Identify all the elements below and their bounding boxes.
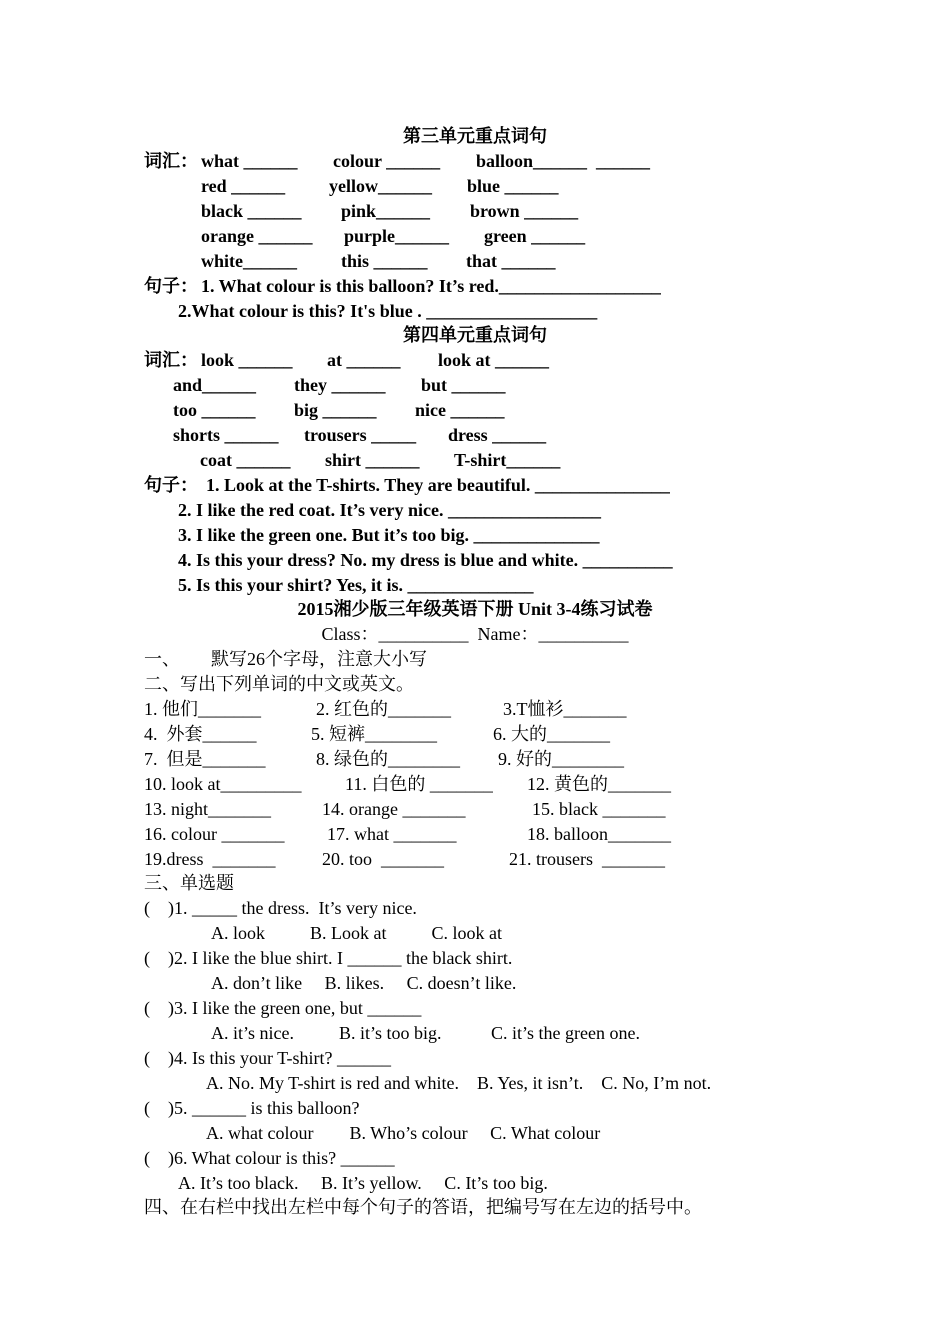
- word-item: 7. 但是_______: [144, 749, 266, 769]
- part3-heading: 三、单选题: [144, 873, 234, 893]
- sentence-item: 5. Is this your shirt? Yes, it is. ______________: [178, 575, 534, 595]
- vocab-item: they ______: [294, 375, 386, 395]
- sentence-item: 2.What colour is this? It's blue . ___________________: [178, 301, 598, 321]
- vocab-item: that ______: [466, 251, 556, 271]
- question-stem: ( )3. I like the green one, but ______: [144, 998, 422, 1018]
- question-options: A. No. My T-shirt is red and white. B. Yes, it isn’t. C. No, I’m not.: [206, 1073, 712, 1093]
- unit4-title: 第四单元重点词句: [403, 325, 547, 345]
- vocab-item: green ______: [484, 226, 586, 246]
- question-stem: ( )4. Is this your T-shirt? ______: [144, 1048, 391, 1068]
- word-item: 11. 白色的 _______: [345, 774, 493, 794]
- unit3-vocab-label: 词汇：: [144, 151, 198, 171]
- question-stem: ( )2. I like the blue shirt. I ______ the black shirt.: [144, 948, 513, 968]
- vocab-item: look ______: [201, 350, 293, 370]
- vocab-item: look at ______: [438, 350, 550, 370]
- word-item: 17. what _______: [327, 824, 457, 844]
- word-item: 1. 他们_______: [144, 699, 261, 719]
- sentence-item: 4. Is this your dress? No. my dress is blue and white. __________: [178, 550, 673, 570]
- vocab-item: colour ______: [333, 151, 441, 171]
- word-item: 12. 黄色的_______: [527, 774, 671, 794]
- question-stem: ( )1. _____ the dress. It’s very nice.: [144, 898, 417, 918]
- vocab-item: too ______: [173, 400, 256, 420]
- vocab-item: pink______: [341, 201, 431, 221]
- vocab-item: and______: [173, 375, 257, 395]
- unit4-sentence-label: 句子：: [144, 475, 198, 495]
- part4-heading: 四、在右栏中找出左栏中每个句子的答语，把编号写在左边的括号中。: [144, 1197, 702, 1217]
- word-item: 20. too _______: [322, 849, 445, 869]
- unit3-title: 第三单元重点词句: [403, 126, 547, 146]
- vocab-item: but ______: [421, 375, 506, 395]
- vocab-item: at ______: [327, 350, 401, 370]
- question-options: A. look B. Look at C. look at: [211, 923, 502, 943]
- vocab-item: red ______: [201, 176, 286, 196]
- vocab-item: yellow______: [329, 176, 432, 196]
- class-name-line: Class：__________ Name：__________: [321, 624, 629, 644]
- word-item: 16. colour _______: [144, 824, 285, 844]
- vocab-item: shirt ______: [325, 450, 420, 470]
- part2-heading: 二、写出下列单词的中文或英文。: [144, 674, 414, 694]
- vocab-item: coat ______: [200, 450, 291, 470]
- vocab-item: blue ______: [467, 176, 559, 196]
- vocab-item: nice ______: [415, 400, 505, 420]
- question-options: A. don’t like B. likes. C. doesn’t like.: [211, 973, 517, 993]
- vocab-item: trousers _____: [304, 425, 417, 445]
- word-item: 4. 外套______: [144, 724, 257, 744]
- word-item: 3.T恤衫_______: [503, 699, 627, 719]
- vocab-item: T-shirt______: [454, 450, 561, 470]
- vocab-item: what ______: [201, 151, 298, 171]
- word-item: 19.dress _______: [144, 849, 276, 869]
- word-item: 21. trousers _______: [509, 849, 665, 869]
- word-item: 10. look at_________: [144, 774, 302, 794]
- word-item: 5. 短裤________: [311, 724, 437, 744]
- sentence-item: 1. What colour is this balloon? It’s red.__________________: [201, 276, 661, 296]
- question-options: A. It’s too black. B. It’s yellow. C. It’s too big.: [178, 1173, 548, 1193]
- part1-number: 一、: [144, 649, 180, 669]
- word-item: 15. black _______: [532, 799, 666, 819]
- vocab-item: balloon______ ______: [476, 151, 651, 171]
- word-item: 9. 好的________: [498, 749, 624, 769]
- unit3-sentence-label: 句子：: [144, 276, 198, 296]
- exam-title: 2015湘少版三年级英语下册 Unit 3-4练习试卷: [297, 599, 653, 619]
- word-item: 18. balloon_______: [527, 824, 671, 844]
- word-item: 13. night_______: [144, 799, 272, 819]
- word-item: 14. orange _______: [322, 799, 466, 819]
- vocab-item: purple______: [344, 226, 450, 246]
- question-options: A. what colour B. Who’s colour C. What colour: [206, 1123, 601, 1143]
- sentence-item: 3. I like the green one. But it’s too big. ______________: [178, 525, 600, 545]
- question-stem: ( )5. ______ is this balloon?: [144, 1098, 360, 1118]
- question-stem: ( )6. What colour is this? ______: [144, 1148, 395, 1168]
- word-item: 6. 大的_______: [493, 724, 610, 744]
- vocab-item: brown ______: [470, 201, 579, 221]
- vocab-item: dress ______: [448, 425, 547, 445]
- vocab-item: shorts ______: [173, 425, 279, 445]
- vocab-item: this ______: [341, 251, 428, 271]
- word-item: 8. 绿色的________: [316, 749, 460, 769]
- part1-text: 默写26个字母，注意大小写: [211, 649, 427, 669]
- question-options: A. it’s nice. B. it’s too big. C. it’s the green one.: [211, 1023, 640, 1043]
- vocab-item: black ______: [201, 201, 302, 221]
- unit4-vocab-label: 词汇：: [144, 350, 198, 370]
- vocab-item: orange ______: [201, 226, 313, 246]
- vocab-item: big ______: [294, 400, 377, 420]
- sentence-item: 2. I like the red coat. It’s very nice. _________________: [178, 500, 601, 520]
- word-item: 2. 红色的_______: [316, 699, 451, 719]
- vocab-item: white______: [201, 251, 297, 271]
- sentence-item: 1. Look at the T-shirts. They are beautiful. _______________: [206, 475, 670, 495]
